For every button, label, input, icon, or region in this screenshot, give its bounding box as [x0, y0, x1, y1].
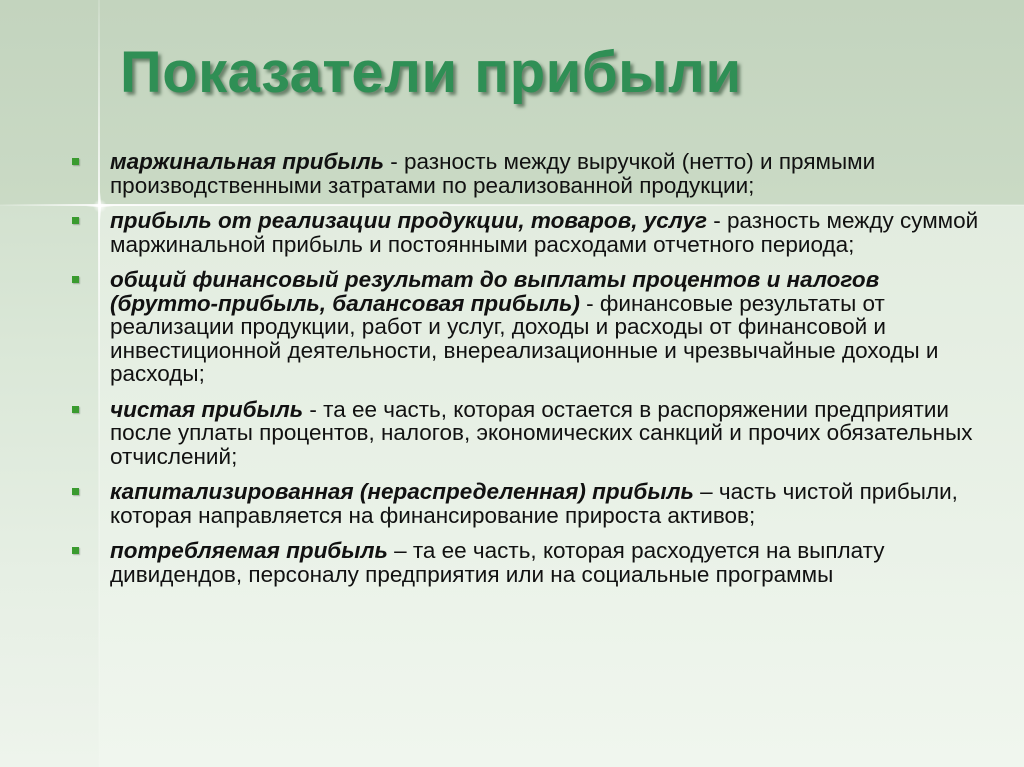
bullet-text: - разность между суммой маржинальной прибыль и постоянными расходами отчетного периода;	[110, 208, 979, 257]
bullet-item-consumed-profit	[70, 539, 990, 586]
bullet-item-gross-profit	[70, 268, 990, 386]
square-bullet-icon	[72, 406, 79, 413]
slide-title: Показатели прибыли	[120, 40, 742, 105]
bullet-term: общий финансовый результат до выплаты процентов и налогов (брутто-прибыль, балансовая прибыль)	[110, 267, 880, 316]
bullet-text: - разность между выручкой (нетто) и прямыми производственными затратами по реализованной продукции;	[110, 149, 876, 198]
bullet-item-sales-profit	[70, 209, 990, 256]
bullet-term: капитализированная (нераспределенная) прибыль	[110, 479, 694, 504]
bullet-text: - та ее часть, которая остается в распоряжении предприятии после уплаты процентов, налогов, экономических санкций и прочих обязательных отчислений;	[110, 396, 973, 469]
bullet-term: прибыль от реализации продукции, товаров, услуг	[110, 208, 707, 233]
bullet-item-marginal-profit	[70, 150, 990, 197]
bullet-item-net-profit	[70, 398, 990, 469]
bullet-term: потребляемая прибыль	[110, 538, 388, 563]
square-bullet-icon	[72, 158, 79, 165]
bullet-text: - финансовые результаты от реализации продукции, работ и услуг, доходы и расходы от финансовой и инвестиционной деятельности, внереализационные и чрезвычайные доходы и расходы;	[110, 290, 939, 386]
square-bullet-icon	[72, 488, 79, 495]
bullet-term: маржинальная прибыль	[110, 149, 384, 174]
square-bullet-icon	[72, 217, 79, 224]
square-bullet-icon	[72, 547, 79, 554]
bullet-text: – часть чистой прибыли, которая направляется на финансирование прироста активов;	[110, 479, 958, 528]
bullet-item-capitalized-profit	[70, 480, 990, 527]
bullet-list	[70, 150, 990, 598]
square-bullet-icon	[72, 276, 79, 283]
bullet-term: чистая прибыль	[110, 396, 304, 422]
bullet-text: – та ее часть, которая расходуется на выплату дивидендов, персоналу предприятия или на социальные программы	[110, 538, 885, 587]
